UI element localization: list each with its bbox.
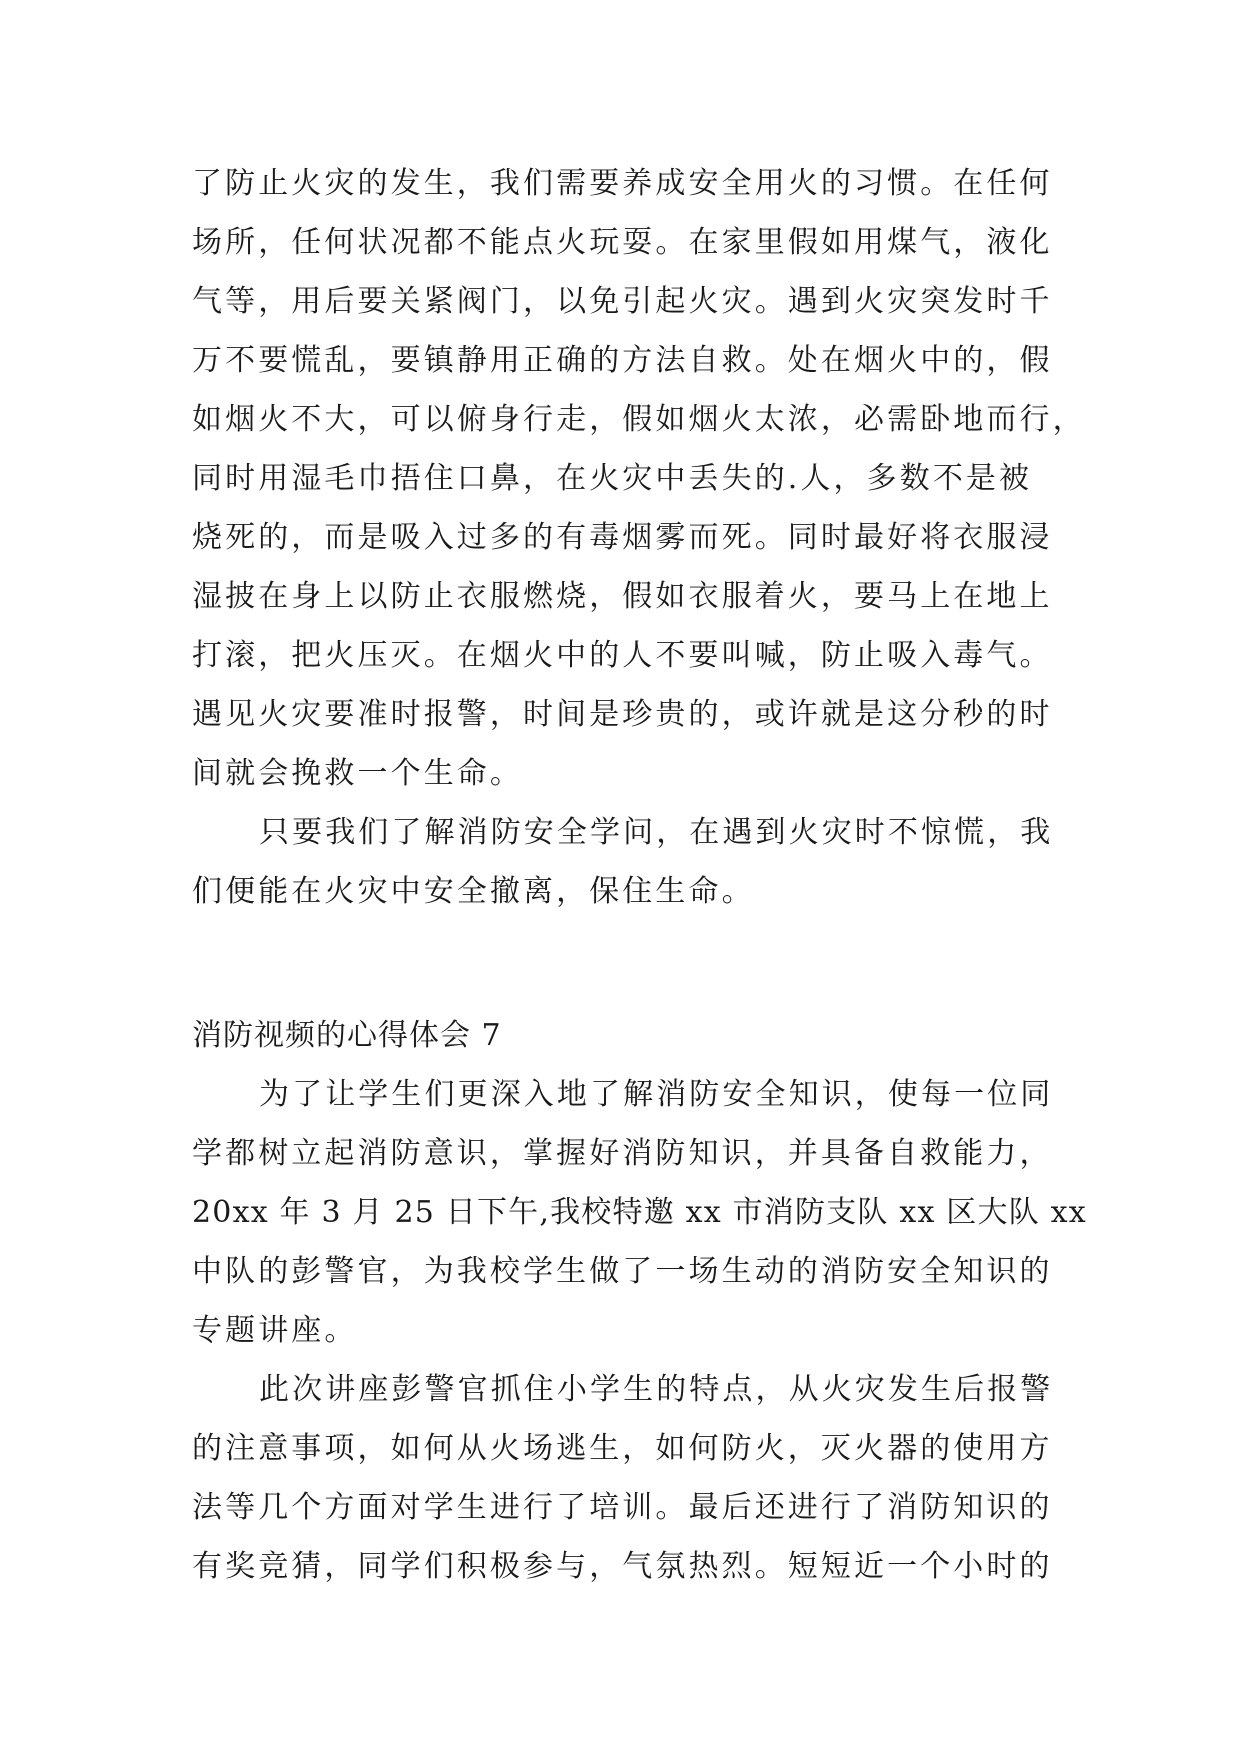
paragraph-4 bbox=[192, 1360, 1092, 1596]
paragraph-line: 场所，任何状况都不能点火玩耍。在家里假如用煤气，液化 bbox=[192, 225, 1053, 260]
paragraph-line: 只要我们了解消防安全学问，在遇到火灾时不惊慌，我 bbox=[259, 815, 1054, 850]
paragraph-2 bbox=[192, 803, 1092, 921]
paragraph-3 bbox=[192, 1065, 1092, 1360]
paragraph-line: 遇见火灾要准时报警，时间是珍贵的，或许就是这分秒的时 bbox=[192, 697, 1053, 732]
paragraph-line: 们便能在火灾中安全撤离，保住生命。 bbox=[192, 874, 755, 909]
section-spacer bbox=[192, 921, 1092, 1006]
paragraph-line: 中队的彭警官，为我校学生做了一场生动的消防安全知识的 bbox=[192, 1254, 1053, 1289]
paragraph-line: 湿披在身上以防止衣服燃烧，假如衣服着火，要马上在地上 bbox=[192, 579, 1053, 614]
paragraph-line: 学都树立起消防意识，掌握好消防知识，并具备自救能力， bbox=[192, 1136, 1053, 1171]
paragraph-line: 间就会挽救一个生命。 bbox=[192, 756, 523, 791]
paragraph-line: 了防止火灾的发生，我们需要养成安全用火的习惯。在任何 bbox=[192, 166, 1053, 201]
paragraph-1 bbox=[192, 154, 1092, 803]
section-heading: 消防视频的心得体会 7 bbox=[192, 1018, 502, 1053]
paragraph-line: 20xx 年 3 月 25 日下午,我校特邀 xx 市消防支队 xx 区大队 xx bbox=[192, 1195, 1087, 1230]
paragraph-line: 烧死的，而是吸入过多的有毒烟雾而死。同时最好将衣服浸 bbox=[192, 520, 1053, 555]
document-body bbox=[192, 154, 1092, 1596]
paragraph-line: 如烟火不大，可以俯身行走，假如烟火太浓，必需卧地而行， bbox=[192, 402, 1086, 437]
paragraph-line: 专题讲座。 bbox=[192, 1313, 358, 1348]
paragraph-line: 打滚，把火压灭。在烟火中的人不要叫喊，防止吸入毒气。 bbox=[192, 638, 1053, 673]
paragraph-line: 法等几个方面对学生进行了培训。最后还进行了消防知识的 bbox=[192, 1490, 1053, 1525]
paragraph-line: 有奖竞猜，同学们积极参与，气氛热烈。短短近一个小时的 bbox=[192, 1549, 1053, 1584]
paragraph-line: 为了让学生们更深入地了解消防安全知识，使每一位同 bbox=[259, 1077, 1054, 1112]
paragraph-line: 气等，用后要关紧阀门，以免引起火灾。遇到火灾突发时千 bbox=[192, 284, 1053, 319]
paragraph-line: 同时用湿毛巾捂住口鼻，在火灾中丢失的.人，多数不是被 bbox=[192, 461, 1033, 496]
paragraph-line: 的注意事项，如何从火场逃生，如何防火，灭火器的使用方 bbox=[192, 1431, 1053, 1466]
paragraph-line: 万不要慌乱，要镇静用正确的方法自救。处在烟火中的，假 bbox=[192, 343, 1053, 378]
paragraph-line: 此次讲座彭警官抓住小学生的特点，从火灾发生后报警 bbox=[259, 1372, 1054, 1407]
